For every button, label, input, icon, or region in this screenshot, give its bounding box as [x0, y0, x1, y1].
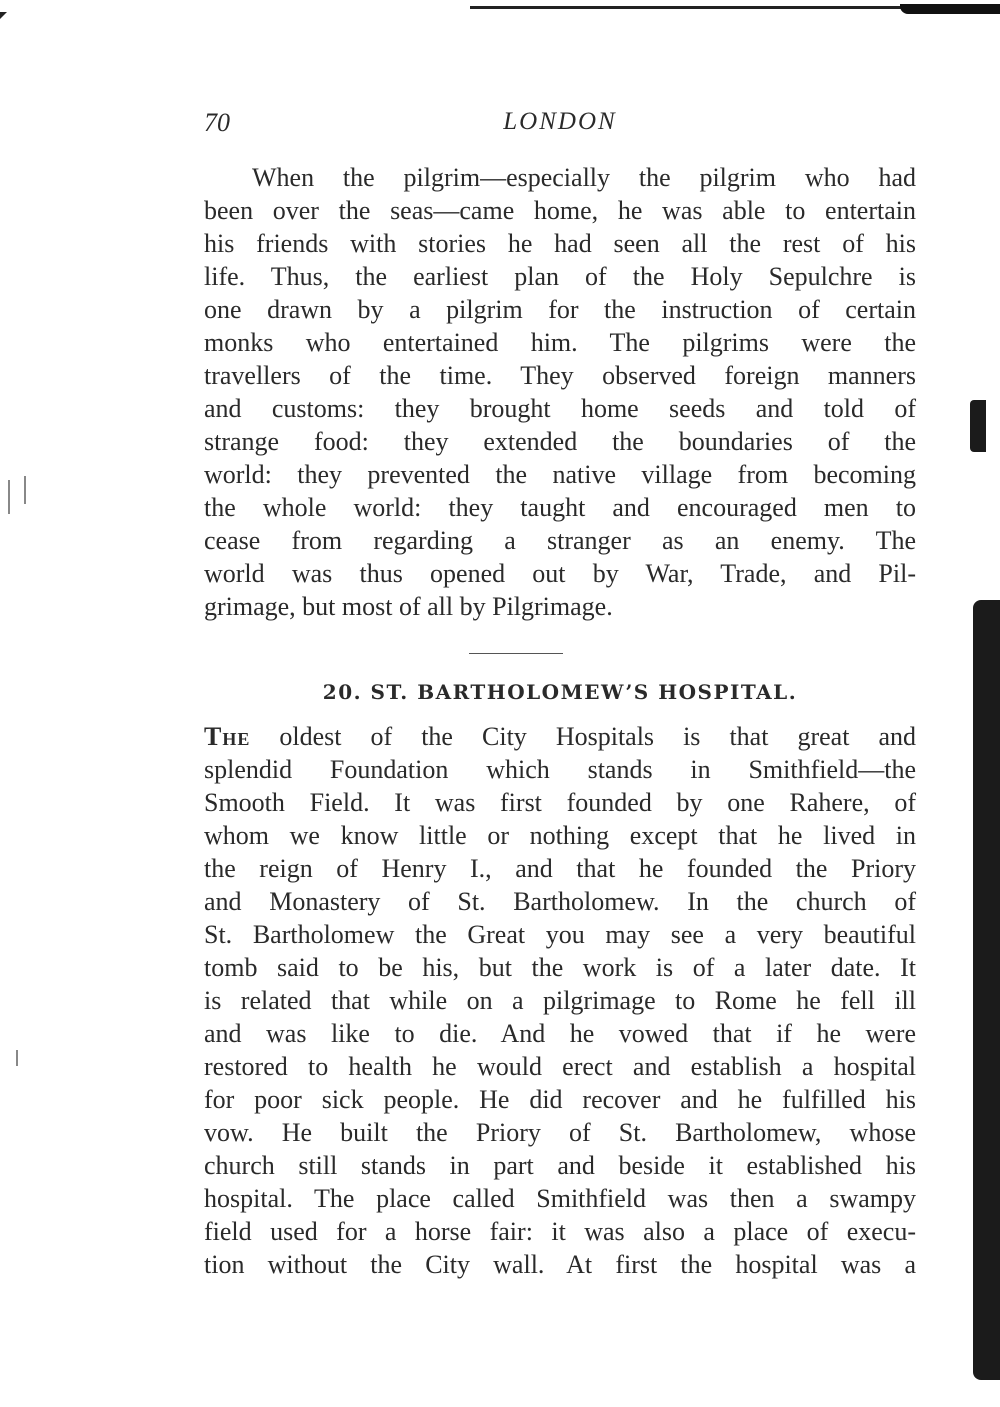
text-line: Smooth Field. It was first founded by one Rahere, of — [204, 788, 916, 817]
text-line: and Monastery of St. Bartholomew. In the church of — [204, 887, 916, 916]
page-header — [204, 108, 916, 138]
text-line: and was like to die. And he vowed that if he were — [204, 1019, 916, 1048]
text-line: tion without the City wall. At first the hospital was a — [204, 1250, 916, 1279]
text-line: been over the seas—came home, he was able to entertain — [204, 196, 916, 225]
text-line: restored to health he would erect and establish a hospital — [204, 1052, 916, 1081]
text-line: travellers of the time. They observed foreign manners — [204, 361, 916, 390]
text-line: When the pilgrim—especially the pilgrim who had — [252, 163, 916, 192]
text-line: and customs: they brought home seeds and told of — [204, 394, 916, 423]
paragraph-st-bartholomews — [204, 720, 916, 1281]
text-line: the whole world: they taught and encouraged men to — [204, 493, 916, 522]
text-line: St. Bartholomew the Great you may see a very beautiful — [204, 920, 916, 949]
text-line: field used for a horse fair: it was also a place of execu- — [204, 1217, 916, 1246]
text-line: life. Thus, the earliest plan of the Holy Sepulchre is — [204, 262, 916, 291]
text-line: one drawn by a pilgrim for the instruction of certain — [204, 295, 916, 324]
scan-corner-mark — [0, 12, 7, 19]
scan-edge-shadow-upper — [970, 400, 986, 452]
section-heading: 20. ST. BARTHOLOMEW’S HOSPITAL. — [322, 680, 798, 704]
paragraph-pilgrimage — [204, 161, 916, 623]
text-line-first — [204, 720, 916, 753]
text-line: cease from regarding a stranger as an enemy. The — [204, 526, 916, 555]
text-line: world: they prevented the native village from becoming — [204, 460, 916, 489]
scan-top-edge-shadow — [900, 4, 1000, 14]
section-divider — [469, 653, 563, 655]
text-line: is related that while on a pilgrimage to Rome he fell ill — [204, 986, 916, 1015]
scan-edge-shadow-lower — [973, 600, 1000, 1380]
first-line-rest: oldest of the City Hospitals is that great and — [250, 722, 916, 751]
opening-word: The — [204, 722, 251, 751]
text-line: hospital. The place called Smithfield was then a swampy — [204, 1184, 916, 1213]
text-line: vow. He built the Priory of St. Bartholomew, whose — [204, 1118, 916, 1147]
scan-speck — [8, 480, 10, 514]
text-line: church still stands in part and beside it established his — [204, 1151, 916, 1180]
scan-speck — [24, 476, 26, 504]
scan-speck — [16, 1050, 18, 1066]
text-line: tomb said to be his, but the work is of a later date. It — [204, 953, 916, 982]
text-line: the reign of Henry I., and that he founded the Priory — [204, 854, 916, 883]
text-line: monks who entertained him. The pilgrims were the — [204, 328, 916, 357]
page-number: 70 — [204, 108, 230, 137]
text-line: grimage, but most of all by Pilgrimage. — [204, 592, 613, 621]
text-line: for poor sick people. He did recover and he fulfilled his — [204, 1085, 916, 1114]
text-line: splendid Foundation which stands in Smithfield—the — [204, 755, 916, 784]
text-line: whom we know little or nothing except that he lived in — [204, 821, 916, 850]
running-title: LONDON — [503, 108, 617, 135]
text-line: his friends with stories he had seen all the rest of his — [204, 229, 916, 258]
text-line: world was thus opened out by War, Trade, and Pil- — [204, 559, 916, 588]
text-line: strange food: they extended the boundaries of the — [204, 427, 916, 456]
